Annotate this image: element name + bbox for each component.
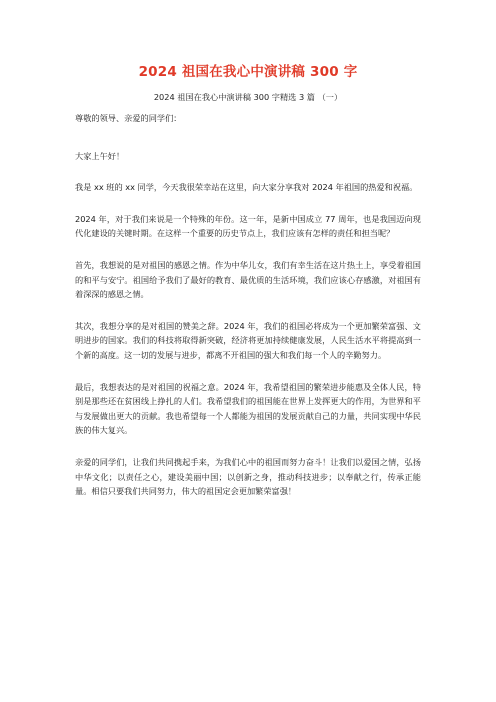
paragraph-praise: 其次，我想分享的是对祖国的赞美之辞。2024 年，我们的祖国必将成为一个更加繁荣富强、文明进步的国家。我们的科技将取得新突破，经济将更加持续健康发展，人民生活水平将提高到一个新的高度。这一切的发展与进步，都离不开祖国的强大和我们每一个人的辛勤努力。 xyxy=(75,320,421,360)
salutation: 尊敬的领导、亲爱的同学们： xyxy=(75,113,182,123)
document-title: 2024 祖国在我心中演讲稿 300 字 xyxy=(138,64,358,80)
paragraph-year: 2024 年，对于我们来说是一个特殊的年份。这一年，是新中国成立 77 周年，也是我国迈向现代化建设的关键时期。在这样一个重要的历史节点上，我们应该有怎样的责任和担当呢？ xyxy=(75,213,421,239)
paragraph-gratitude: 首先，我想说的是对祖国的感恩之情。作为中华儿女，我们有幸生活在这片热土上，享受着祖国的和平与安宁。祖国给予我们了最好的教育、最优质的生活环境，我们应该心存感激，对祖国有着深深的感恩之情。 xyxy=(75,259,421,300)
paragraph-closing: 亲爱的同学们，让我们共同携起手来，为我们心中的祖国而努力奋斗！让我们以爱国之情，弘扬中华文化；以责任之心，建设美丽中国；以创新之身，推动科技进步；以奉献之行，传承正能量。相信只要我们共同努力，伟大的祖国定会更加繁荣富强！ xyxy=(75,456,421,497)
paragraph-intro: 我是 xx 班的 xx 同学，今天我很荣幸站在这里，向大家分享我对 2024 年祖国的热爱和祝福。 xyxy=(75,182,418,193)
paragraph-wishes: 最后，我想表达的是对祖国的祝福之意。2024 年，我希望祖国的繁荣进步能惠及全体人民，特别是那些还在贫困线上挣扎的人们。我希望我们的祖国能在世界上发挥更大的作用，为世界和平与发展做出更大的贡献。我也希望每一个人都能为祖国的发展贡献自己的力量，共同实现中华民族的伟大复兴。 xyxy=(75,381,421,436)
greeting: 大家上午好！ xyxy=(75,150,125,161)
document-subtitle: 2024 祖国在我心中演讲稿 300 字精选 3 篇 （一） xyxy=(153,92,343,102)
